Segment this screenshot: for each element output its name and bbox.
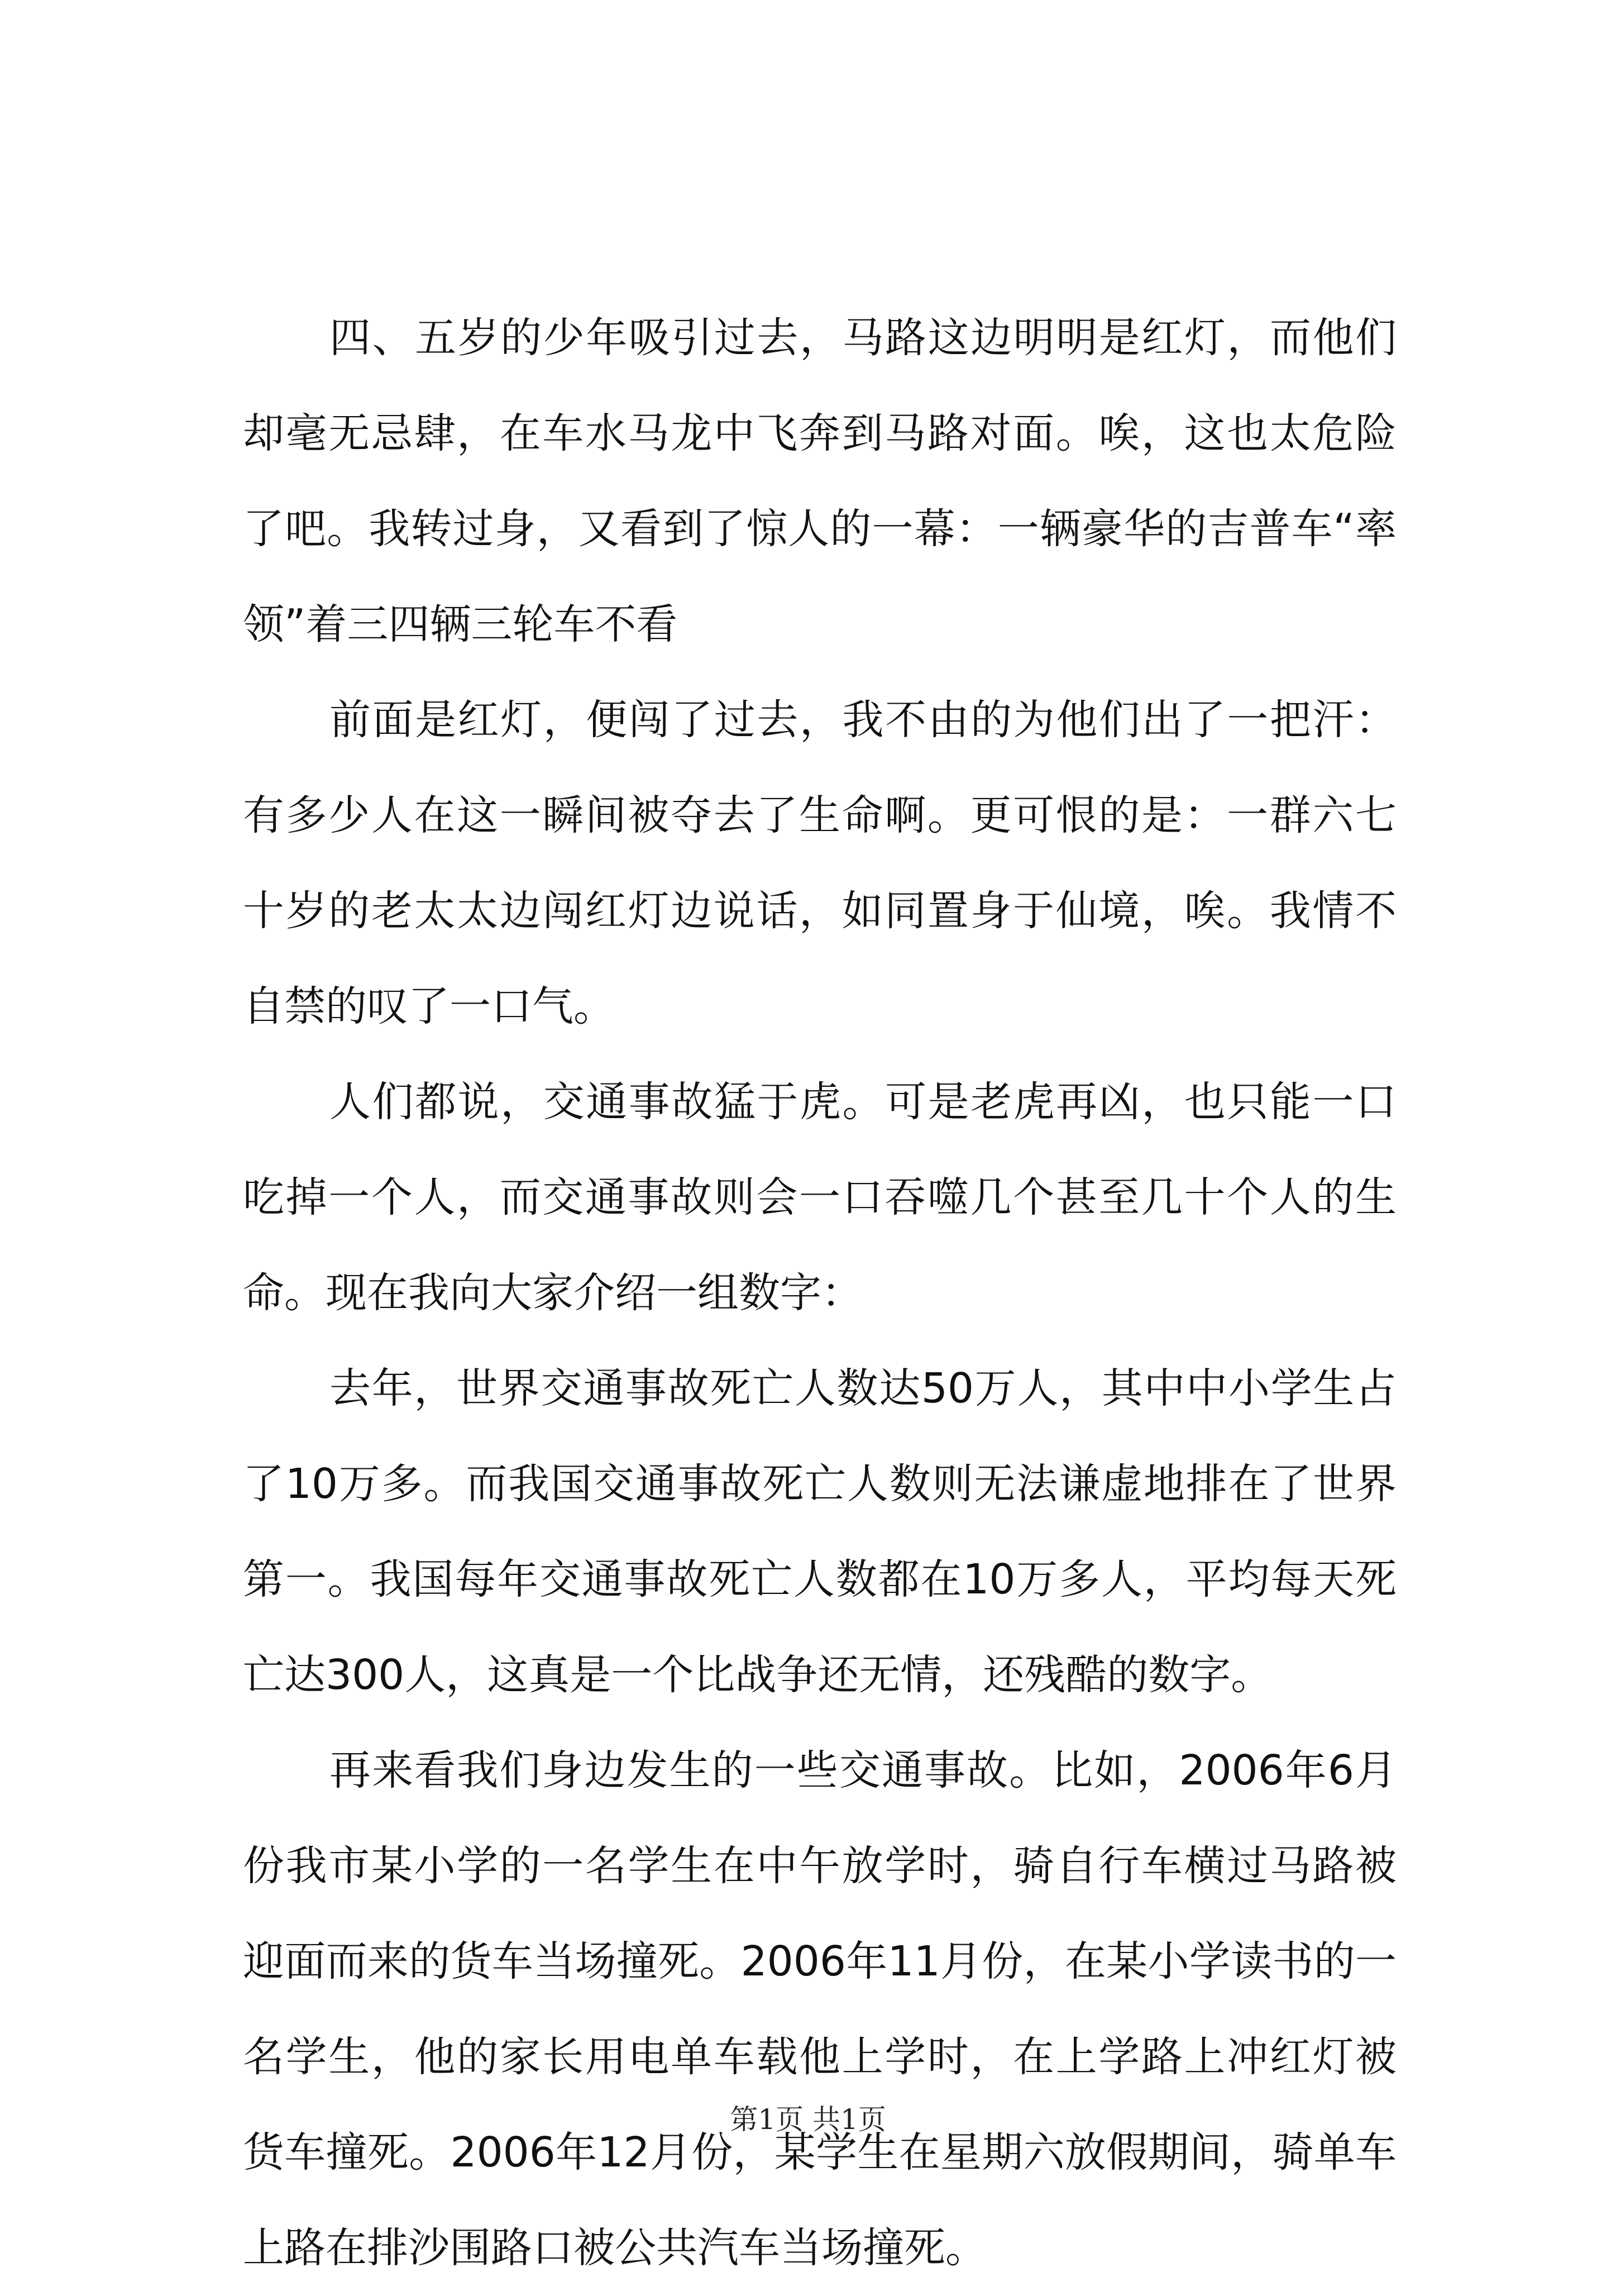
- paragraph-4: 去年，世界交通事故死亡人数达50万人，其中中小学生占了10万多。而我国交通事故死亡人数则无法谦虚地排在了世界第一。我国每年交通事故死亡人数都在10万多人，平均每天死亡达300人，这真是一个比战争还无情，还残酷的数字。: [243, 1364, 1397, 1699]
- page-number-footer: 第1页 共1页: [730, 2103, 886, 2136]
- document-body: [243, 290, 1397, 2296]
- paragraph-1: 四、五岁的少年吸引过去，马路这边明明是红灯，而他们却毫无忌肆，在车水马龙中飞奔到马路对面。唉，这也太危险了吧。我转过身，又看到了惊人的一幕：一辆豪华的吉普车“率领”着三四辆三轮车不看: [243, 314, 1397, 648]
- paragraph-3: 人们都说，交通事故猛于虎。可是老虎再凶，也只能一口吃掉一个人，而交通事故则会一口吞噬几个甚至几十个人的生命。现在我向大家介绍一组数字：: [243, 1078, 1397, 1317]
- paragraph-2: 前面是红灯，便闯了过去，我不由的为他们出了一把汗：有多少人在这一瞬间被夺去了生命啊。更可恨的是：一群六七十岁的老太太边闯红灯边说话，如同置身于仙境，唉。我情不自禁的叹了一口气。: [243, 696, 1397, 1030]
- paragraph-5: 再来看我们身边发生的一些交通事故。比如，2006年6月份我市某小学的一名学生在中午放学时，骑自行车横过马路被迎面而来的货车当场撞死。2006年11月份，在某小学读书的一名学生，他的家长用电单车载他上学时，在上学路上冲红灯被货车撞死。2006年12月份，某学生在星期六放假期间，骑单车上路在排沙围路口被公共汽车当场撞死。: [243, 1746, 1397, 2272]
